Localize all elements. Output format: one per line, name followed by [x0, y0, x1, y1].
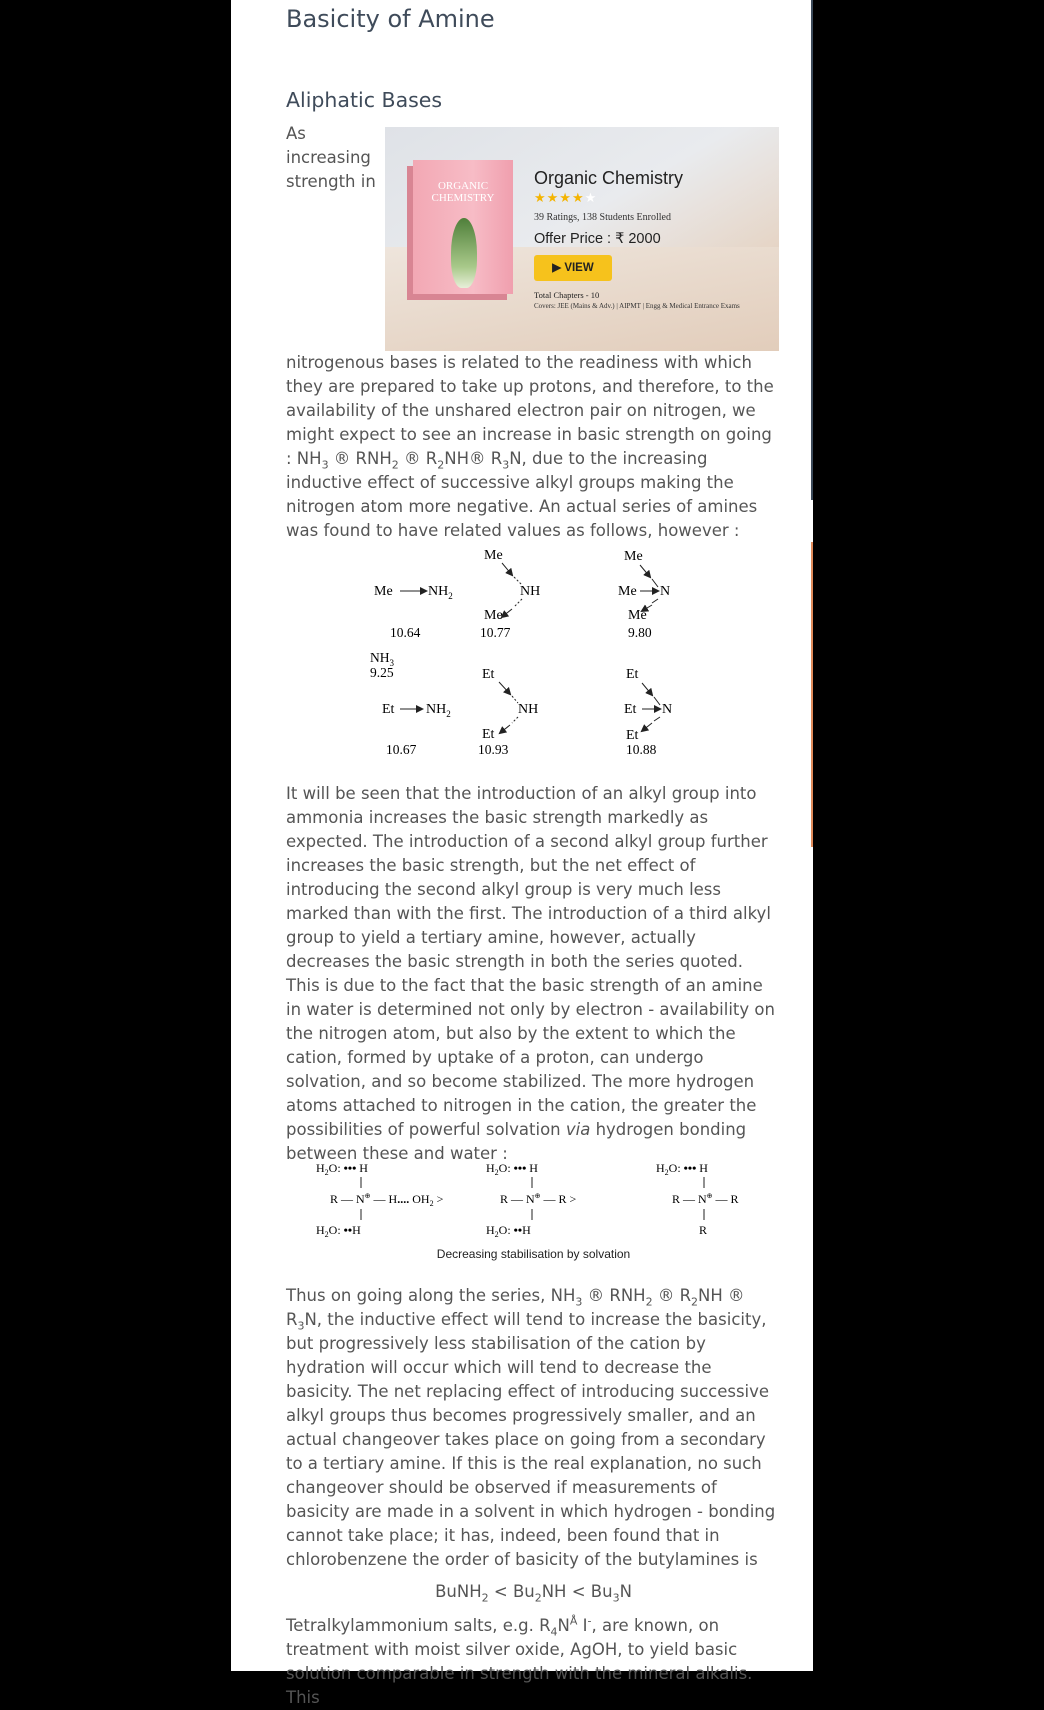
star-icon-empty: ★: [584, 191, 598, 206]
article-page: [231, 0, 813, 1707]
svg-text:NH2: $NH_2$: [426, 702, 451, 719]
svg-text:H2O: ••• H: $H_2O$: ••• H: [486, 1161, 538, 1177]
svg-text:Et: Et: [382, 702, 395, 717]
pka-diagram: [286, 545, 781, 760]
pka-value: 10.88: [626, 742, 657, 757]
svg-text:H2O: ••H: $H_2O$: ••H: [486, 1223, 531, 1239]
svg-text:NH3: $NH_3$: [370, 650, 394, 668]
svg-text:N: N: [660, 584, 671, 599]
pka-value: 10.93: [478, 742, 509, 757]
svg-text:Et: Et: [626, 667, 639, 682]
svg-text:Me: Me: [624, 549, 643, 564]
page-title: Basicity of Amine: [286, 5, 495, 33]
pka-value: 9.25: [370, 665, 394, 680]
svg-text:N: N: [662, 702, 673, 717]
svg-text:NH: NH: [520, 584, 541, 599]
svg-text:Et: Et: [626, 728, 639, 743]
svg-text:R — N⊕ — R >: R — N⊕ — R >: [500, 1192, 577, 1206]
svg-text:Et: Et: [482, 667, 495, 682]
intro-paragraph: As increasing strength in nitrogenous bases is related to the readiness with which they are prepared to take up protons, and therefore, to the availability of the unshared electron pair on nitrogen, we might expect to see an increase in basic strength on going : $NH_3$ ® $RNH_2$ ® $R_2NH®$ $R_3N$, due to the increasing inductive effect of successive alkyl groups making the nitrogen atom more negative. An actual series of amines was found to have related values as follows, however :: [286, 124, 774, 540]
pka-value: 10.64: [390, 625, 421, 640]
pka-figure: [286, 545, 781, 760]
pka-value: 10.77: [480, 625, 511, 640]
ad-price: Offer Price : ₹ 2000: [534, 231, 661, 247]
chlorobenzene-paragraph: Thus on going along the series, $NH_3$ ® $RNH_2$ ® $R_2NH$ ® $R_3N$, the inductive effect will tend to increase the basicity, but progressively less stabilisation of the cation by hydration will occur which will tend to decrease the basicity. The net replacing effect of introducing successive alkyl groups thus becomes progressively smaller, and an actual changeover takes place on going from a secondary to a tertiary amine. If this is the real explanation, no such changeover should be observed if measurements of basicity are made in a solvent in which hydrogen - bonding cannot take place; it has, indeed, been found that in chlorobenzene the order of basicity of the butylamines is: [286, 1286, 776, 1569]
view-button[interactable]: ▶ VIEW: [534, 255, 612, 281]
star-icon-filled: ★★★★: [534, 191, 585, 206]
ad-chapters: Total Chapters - 10: [534, 290, 600, 300]
me-label: Me: [374, 584, 393, 599]
pka-value: 10.67: [386, 742, 417, 757]
svg-text:R — N⊕ — H.... OH2 >: R — N⊕ — H.... $OH_2$ >: [330, 1192, 444, 1208]
leaf-image: [451, 218, 477, 288]
rating-stars: [534, 191, 764, 207]
ad-ratings: 39 Ratings, 138 Students Enrolled: [534, 212, 671, 223]
svg-text:Me: Me: [618, 584, 637, 599]
butylamine-order: BuNH$_2$ < $Bu_2NH < Bu_3N$: [435, 1582, 632, 1605]
svg-text:Me: Me: [628, 608, 647, 623]
svg-text:H2O: ••• H: $H_2O$: ••• H: [656, 1161, 708, 1177]
svg-text:R — N⊕ — R: R — N⊕ — R: [672, 1192, 739, 1206]
svg-text:Et: Et: [624, 702, 637, 717]
r-label: R: [699, 1223, 708, 1237]
course-ad-banner[interactable]: [385, 127, 779, 351]
svg-text:Et: Et: [482, 727, 495, 742]
ad-info: [534, 167, 764, 311]
svg-text:NH2: $NH_2$: [428, 584, 453, 601]
solvation-paragraph: It will be seen that the introduction of an alkyl group into ammonia increases the basic strength markedly as expected. The introduction of a second alkyl group further increases the basic strength, but the net effect of introducing the second alkyl group is very much less marked than with the first. The introduction of a third alkyl group to yield a tertiary amine, however, actually decreases the basic strength in both the series quoted. This is due to the fact that the basic strength of an amine in water is determined not only by electron - availability on the nitrogen atom, but also by the extent to which the cation, formed by uptake of a proton, can undergo solvation, and so become stabilized. The more hydrogen atoms attached to nitrogen in the cation, the greater the possibilities of powerful solvation via hydrogen bonding between these and water :: [286, 784, 775, 1163]
pka-value: 9.80: [628, 625, 652, 640]
figure-caption: Decreasing stabilisation by solvation: [436, 1247, 631, 1261]
scroll-rail: [811, 0, 813, 500]
section-heading: Aliphatic Bases: [286, 88, 443, 112]
ad-covers: Covers: JEE (Mains & Adv.) | AIPMT | Engg & Medical Entrance Exams: [534, 302, 740, 310]
svg-text:H2O: ••H: $H_2O$: ••H: [316, 1223, 361, 1239]
tetralkylammonium-paragraph: Tetralkylammonium salts, e.g. $R_4N^Å$ I-, are known, on treatment with moist silver oxide, AgOH, to yield basic solution comparable in strength with the mineral alkalis. This: [286, 1614, 753, 1707]
svg-text:Me: Me: [484, 608, 503, 623]
svg-text:NH: NH: [518, 702, 539, 717]
svg-text:H2O: ••• H: $H_2O$: ••• H: [316, 1161, 368, 1177]
solvation-diagram: [286, 1157, 781, 1247]
scroll-rail-accent: [811, 542, 813, 847]
book-box-title: ORGANIC CHEMISTRY: [431, 180, 495, 204]
svg-text:Me: Me: [484, 548, 503, 563]
ad-title: Organic Chemistry: [534, 168, 684, 188]
book-box-image: [413, 160, 513, 294]
intro-section: [286, 122, 781, 543]
